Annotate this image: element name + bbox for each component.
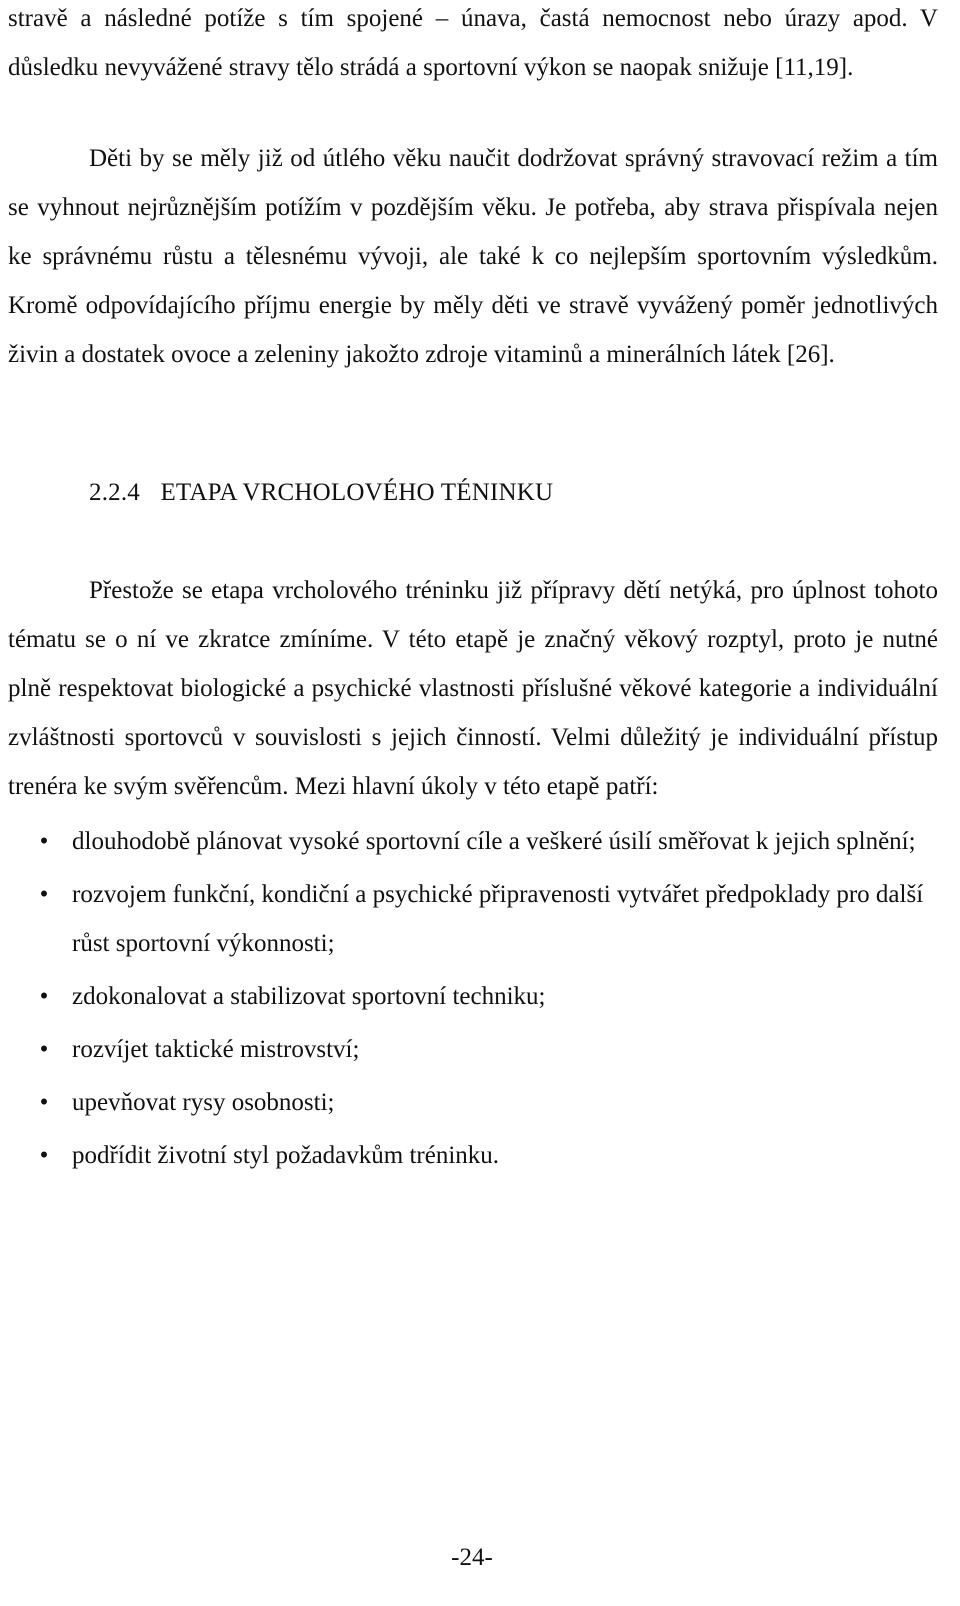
paragraph-children-diet: Děti by se měly již od útlého věku naučit dodržovat správný stravovací režim a tím se vyhnout nejrůznějším potížím v pozdějším věku. Je potřeba, aby strava přispívala nejen ke správnému růstu a tělesnému vývoji, ale také k co nejlepším sportovním výsledkům. Kromě odpovídajícího příjmu energie by měly děti ve stravě vyvážený poměr jednotlivých živin a dostatek ovoce a zeleniny jakožto zdroje vitaminů a minerálních látek [26]. (8, 145, 938, 368)
list-item-text: rozvíjet taktické mistrovství; (72, 1036, 360, 1063)
section-number: 2.2.4 (89, 479, 140, 506)
bullet-icon: • (39, 1089, 49, 1116)
list-item-text: upevňovat rysy osobnosti; (72, 1089, 335, 1116)
list-item (8, 1131, 938, 1180)
list-item (8, 972, 938, 1021)
list-item-text: podřídit životní styl požadavkům tréninku. (72, 1142, 500, 1169)
bullet-icon: • (39, 1142, 49, 1169)
section-title: ETAPA VRCHOLOVÉHO TÉNINKU (160, 479, 554, 506)
list-item-text: rozvojem funkční, kondiční a psychické připravenosti vytvářet předpoklady pro další růst sportovní výkonnosti; (72, 881, 924, 957)
bullet-icon: • (39, 881, 49, 908)
list-item (8, 1025, 938, 1074)
list-item-text: zdokonalovat a stabilizovat sportovní techniku; (72, 983, 546, 1010)
bullet-icon: • (39, 828, 49, 855)
section-heading (8, 468, 938, 517)
list-item-text: dlouhodobě plánovat vysoké sportovní cíle a veškeré úsilí směřovat k jejich splnění; (72, 828, 916, 855)
bullet-icon: • (39, 1036, 49, 1063)
task-list (8, 817, 938, 1180)
list-item (8, 1078, 938, 1127)
list-item (8, 870, 938, 968)
paragraph-nutrition-consequences: stravě a následné potíže s tím spojené – únava, častá nemocnost nebo úrazy apod. V důsledku nevyvážené stravy tělo strádá a sportovní výkon se naopak snižuje [11,19]. (8, 5, 938, 81)
list-item (8, 817, 938, 866)
page-number: -24- (451, 1544, 493, 1571)
bullet-icon: • (39, 983, 49, 1010)
document-page (8, 0, 938, 1184)
paragraph-elite-training: Přestože se etapa vrcholového tréninku již přípravy dětí netýká, pro úplnost tohoto tématu se o ní ve zkratce zmíníme. V této etapě je značný věkový rozptyl, proto je nutné plně respektovat biologické a psychické vlastnosti příslušné věkové kategorie a individuální zvláštnosti sportovců v souvislosti s jejich činností. Velmi důležitý je individuální přístup trenéra ke svým svěřencům. Mezi hlavní úkoly v této etapě patří: (8, 577, 938, 800)
